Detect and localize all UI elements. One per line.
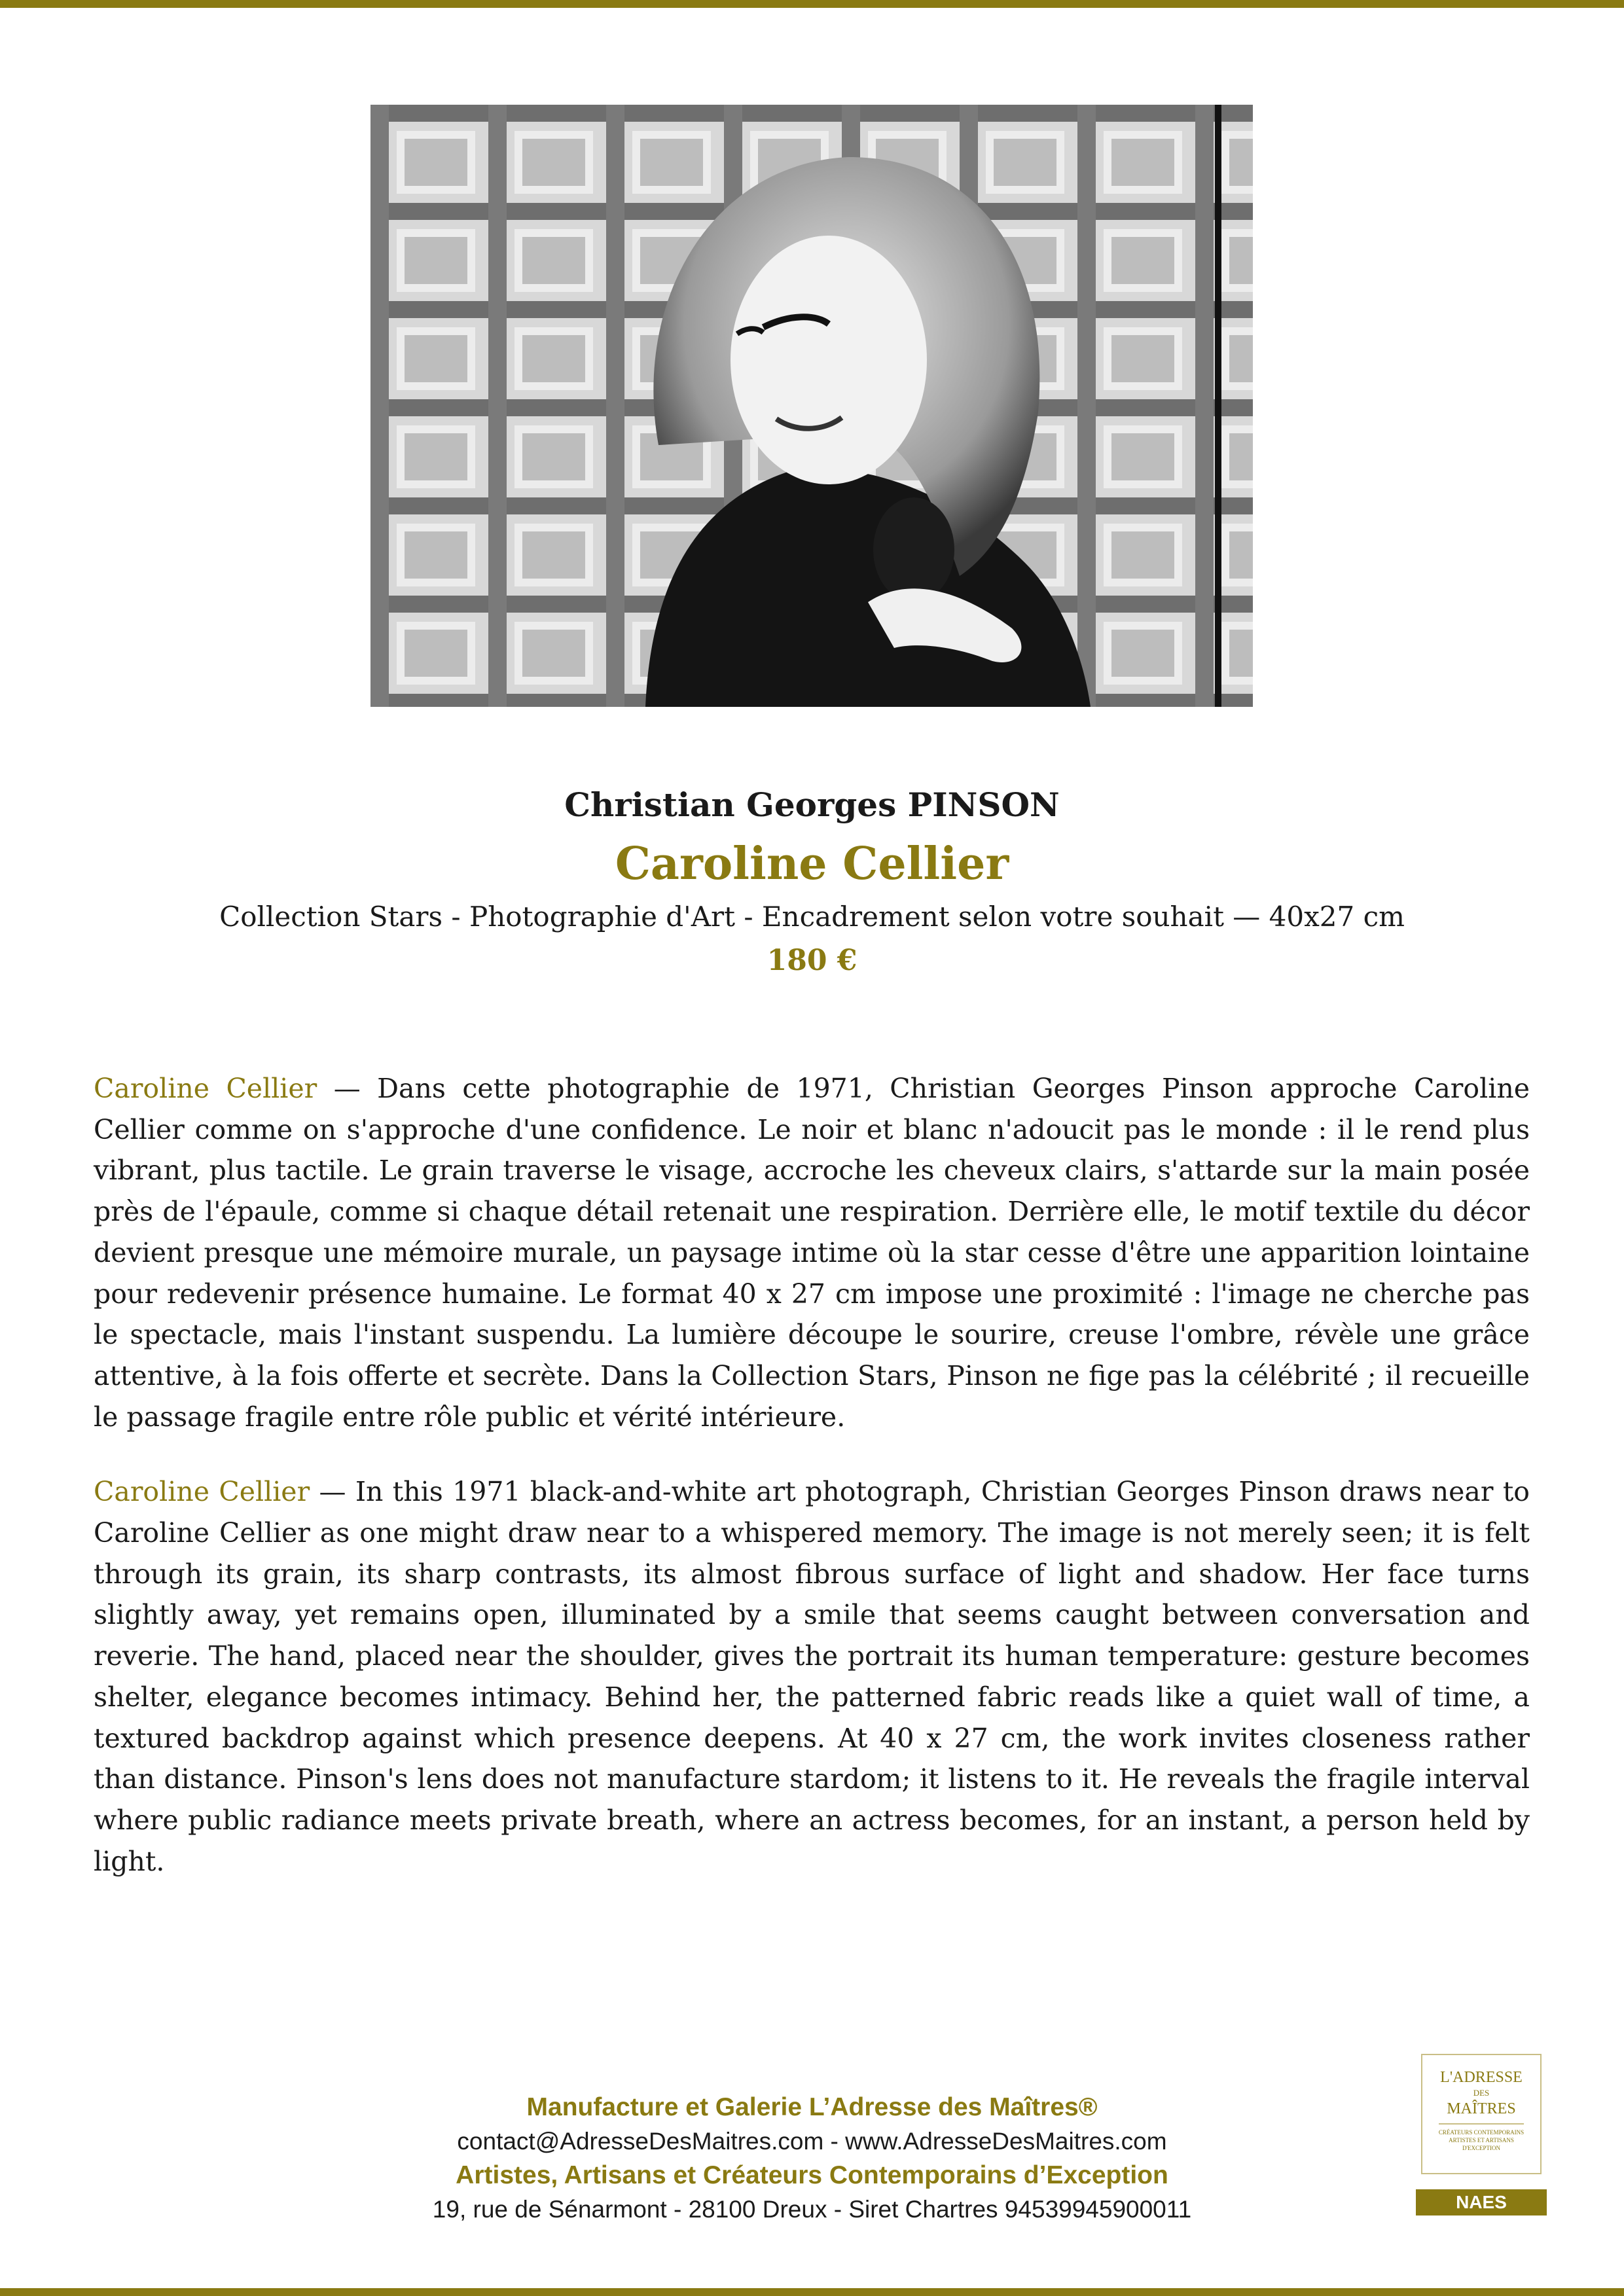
portrait-photo-illustration <box>370 105 1253 707</box>
paragraph-lead: Caroline Cellier <box>94 1073 317 1104</box>
paragraph-lead: Caroline Cellier <box>94 1476 310 1508</box>
artwork-title: Caroline Cellier <box>615 838 1009 890</box>
artwork-header <box>0 779 1624 982</box>
bottom-border <box>0 2288 1624 2296</box>
artwork-subtitle: Collection Stars - Photographie d'Art - Encadrement selon votre souhait — 40x27 cm <box>219 901 1405 933</box>
footer-company: Manufacture et Galerie L’Adresse des Maîtres® <box>526 2093 1098 2121</box>
paragraph-body: — Dans cette photographie de 1971, Christian Georges Pinson approche Caroline Cellier comme on s'approche d'une confidence. Le noir et blanc n'adoucit pas le monde : il le rend plus vibrant, plus tactile. Le grain traverse le visage, accroche les cheveux clairs, s'attarde sur la main posée près de l'épaule, comme si chaque détail retenait une respiration. Derrière elle, le motif textile du décor devient presque une mémoire murale, un paysage intime où la star cesse d'être une apparition lointaine pour redevenir présence humaine. Le format 40 x 27 cm impose une proximité : l'image ne cherche pas le spectacle, mais l'instant suspendu. La lumière découpe le sourire, creuse l'ombre, révèle une grâce attentive, à la fois offerte et secrète. Dans la Collection Stars, Pinson ne fige pas la célébrité ; il recueille le passage fragile entre rôle public et vérité intérieure. <box>94 1073 1530 1433</box>
logo-line-2: DES <box>1473 2088 1490 2098</box>
logo-line-1: L'ADRESSE <box>1440 2069 1523 2086</box>
description-en <box>94 1471 1530 1882</box>
portrait-photo <box>370 105 1253 707</box>
logo-line-4: CRÉATEURS CONTEMPORAINS ARTISTES ET ARTISANS D'EXCEPTION <box>1438 2129 1525 2151</box>
description-fr <box>94 1068 1530 1437</box>
footer <box>0 2090 1624 2226</box>
footer-address: 19, rue de Sénarmont - 28100 Dreux - Siret Chartres 94539945900011 <box>432 2196 1192 2223</box>
artist-name: Christian Georges PINSON <box>564 785 1060 824</box>
artwork-price: 180 € <box>767 944 857 977</box>
footer-tagline: Artistes, Artisans et Créateurs Contemporains d’Exception <box>456 2161 1168 2189</box>
footer-contact: contact@AdresseDesMaitres.com - www.AdresseDesMaitres.com <box>457 2128 1167 2155</box>
paragraph-body: — In this 1971 black-and-white art photograph, Christian Georges Pinson draws near to Caroline Cellier as one might draw near to a whispered memory. The image is not merely seen; it is felt through its grain, its sharp contrasts, its almost fibrous surface of light and shadow. Her face turns slightly away, yet remains open, illuminated by a smile that seems caught between conversation and reverie. The hand, placed near the shoulder, gives the portrait its human temperature: gesture becomes shelter, elegance becomes intimacy. Behind her, the patterned fabric reads like a quiet wall of time, a textured backdrop against which presence deepens. At 40 x 27 cm, the work invites closeness rather than distance. Pinson's lens does not manufacture stardom; it listens to it. He reveals the fragile interval where public radiance meets private breath, where an actress becomes, for an instant, a person held by light. <box>94 1476 1530 1877</box>
logo-line-3: MAÎTRES <box>1447 2100 1516 2117</box>
description <box>94 1068 1530 1916</box>
logo-divider <box>1439 2123 1524 2125</box>
naes-badge: NAES <box>1416 2189 1547 2215</box>
gallery-logo <box>1421 2054 1542 2174</box>
top-border <box>0 0 1624 8</box>
